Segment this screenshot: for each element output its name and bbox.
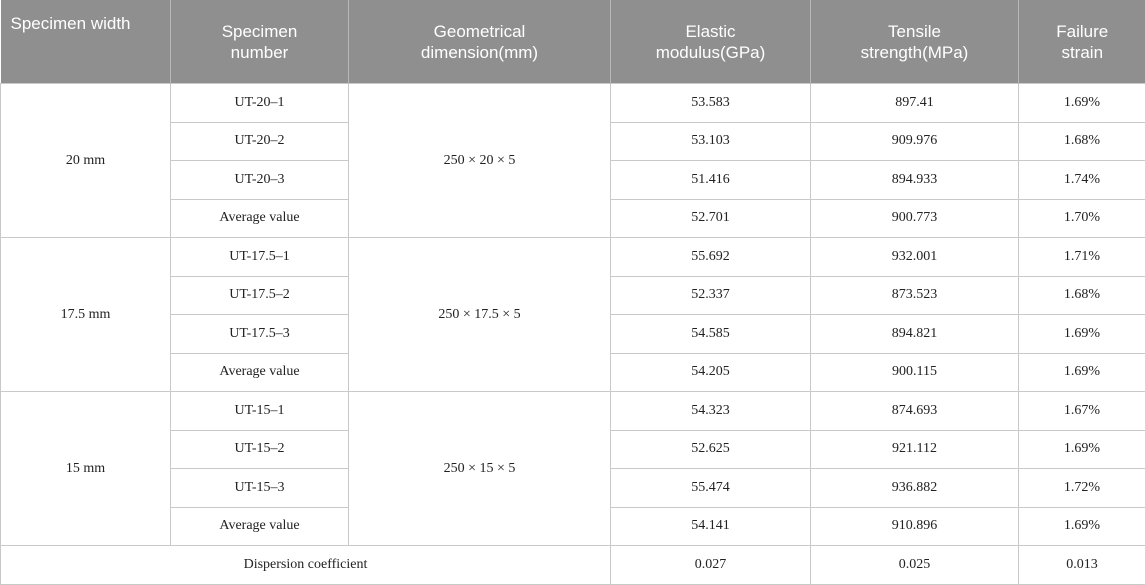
strain-cell: 1.68% xyxy=(1019,122,1145,161)
dispersion-row xyxy=(1,546,1145,585)
modulus-cell: 55.474 xyxy=(611,469,811,508)
strain-cell: 1.69% xyxy=(1019,315,1145,354)
strain-cell: 1.68% xyxy=(1019,276,1145,315)
strain-cell: 1.67% xyxy=(1019,392,1145,431)
modulus-cell: 53.103 xyxy=(611,122,811,161)
strength-cell: 932.001 xyxy=(811,238,1019,277)
modulus-cell: 54.323 xyxy=(611,392,811,431)
specimen-number-cell: UT-17.5–2 xyxy=(171,276,349,315)
header-row xyxy=(1,0,1145,84)
specimen-number-cell: UT-15–3 xyxy=(171,469,349,508)
strength-cell: 900.773 xyxy=(811,199,1019,238)
strength-cell: 874.693 xyxy=(811,392,1019,431)
dispersion-strength: 0.025 xyxy=(811,546,1019,585)
header-geometrical-dimension: Geometrical dimension(mm) xyxy=(349,0,611,84)
modulus-cell: 53.583 xyxy=(611,84,811,123)
strength-cell: 900.115 xyxy=(811,353,1019,392)
modulus-cell: 54.205 xyxy=(611,353,811,392)
dispersion-strain: 0.013 xyxy=(1019,546,1145,585)
header-specimen-width: Specimen width xyxy=(1,0,171,84)
specimen-width-cell: 17.5 mm xyxy=(1,238,171,392)
specimen-number-cell: UT-15–2 xyxy=(171,430,349,469)
strain-cell: 1.69% xyxy=(1019,430,1145,469)
strength-cell: 909.976 xyxy=(811,122,1019,161)
modulus-cell: 52.701 xyxy=(611,199,811,238)
strain-cell: 1.74% xyxy=(1019,161,1145,200)
dispersion-modulus: 0.027 xyxy=(611,546,811,585)
modulus-cell: 55.692 xyxy=(611,238,811,277)
specimen-width-cell: 15 mm xyxy=(1,392,171,546)
table-row xyxy=(1,238,1145,277)
strength-cell: 921.112 xyxy=(811,430,1019,469)
modulus-cell: 52.337 xyxy=(611,276,811,315)
specimen-number-cell: UT-20–3 xyxy=(171,161,349,200)
header-specimen-number: Specimen number xyxy=(171,0,349,84)
table-row xyxy=(1,84,1145,123)
strength-cell: 936.882 xyxy=(811,469,1019,508)
dimension-cell: 250 × 15 × 5 xyxy=(349,392,611,546)
header-elastic-modulus: Elastic modulus(GPa) xyxy=(611,0,811,84)
modulus-cell: 54.585 xyxy=(611,315,811,354)
header-tensile-strength: Tensile strength(MPa) xyxy=(811,0,1019,84)
dimension-cell: 250 × 17.5 × 5 xyxy=(349,238,611,392)
strain-cell: 1.69% xyxy=(1019,353,1145,392)
strain-cell: 1.69% xyxy=(1019,84,1145,123)
specimen-number-cell: Average value xyxy=(171,507,349,546)
specimen-number-cell: UT-17.5–1 xyxy=(171,238,349,277)
dimension-cell: 250 × 20 × 5 xyxy=(349,84,611,238)
strain-cell: 1.70% xyxy=(1019,199,1145,238)
dispersion-label: Dispersion coefficient xyxy=(1,546,611,585)
specimen-number-cell: UT-20–1 xyxy=(171,84,349,123)
strain-cell: 1.71% xyxy=(1019,238,1145,277)
strength-cell: 910.896 xyxy=(811,507,1019,546)
specimen-number-cell: Average value xyxy=(171,353,349,392)
strength-cell: 894.821 xyxy=(811,315,1019,354)
strain-cell: 1.69% xyxy=(1019,507,1145,546)
specimen-number-cell: UT-17.5–3 xyxy=(171,315,349,354)
specimen-number-cell: UT-20–2 xyxy=(171,122,349,161)
strain-cell: 1.72% xyxy=(1019,469,1145,508)
header-failure-strain: Failure strain xyxy=(1019,0,1145,84)
strength-cell: 894.933 xyxy=(811,161,1019,200)
modulus-cell: 51.416 xyxy=(611,161,811,200)
specimen-width-cell: 20 mm xyxy=(1,84,171,238)
specimen-number-cell: UT-15–1 xyxy=(171,392,349,431)
specimen-number-cell: Average value xyxy=(171,199,349,238)
strength-cell: 897.41 xyxy=(811,84,1019,123)
strength-cell: 873.523 xyxy=(811,276,1019,315)
modulus-cell: 54.141 xyxy=(611,507,811,546)
modulus-cell: 52.625 xyxy=(611,430,811,469)
table-row xyxy=(1,392,1145,431)
